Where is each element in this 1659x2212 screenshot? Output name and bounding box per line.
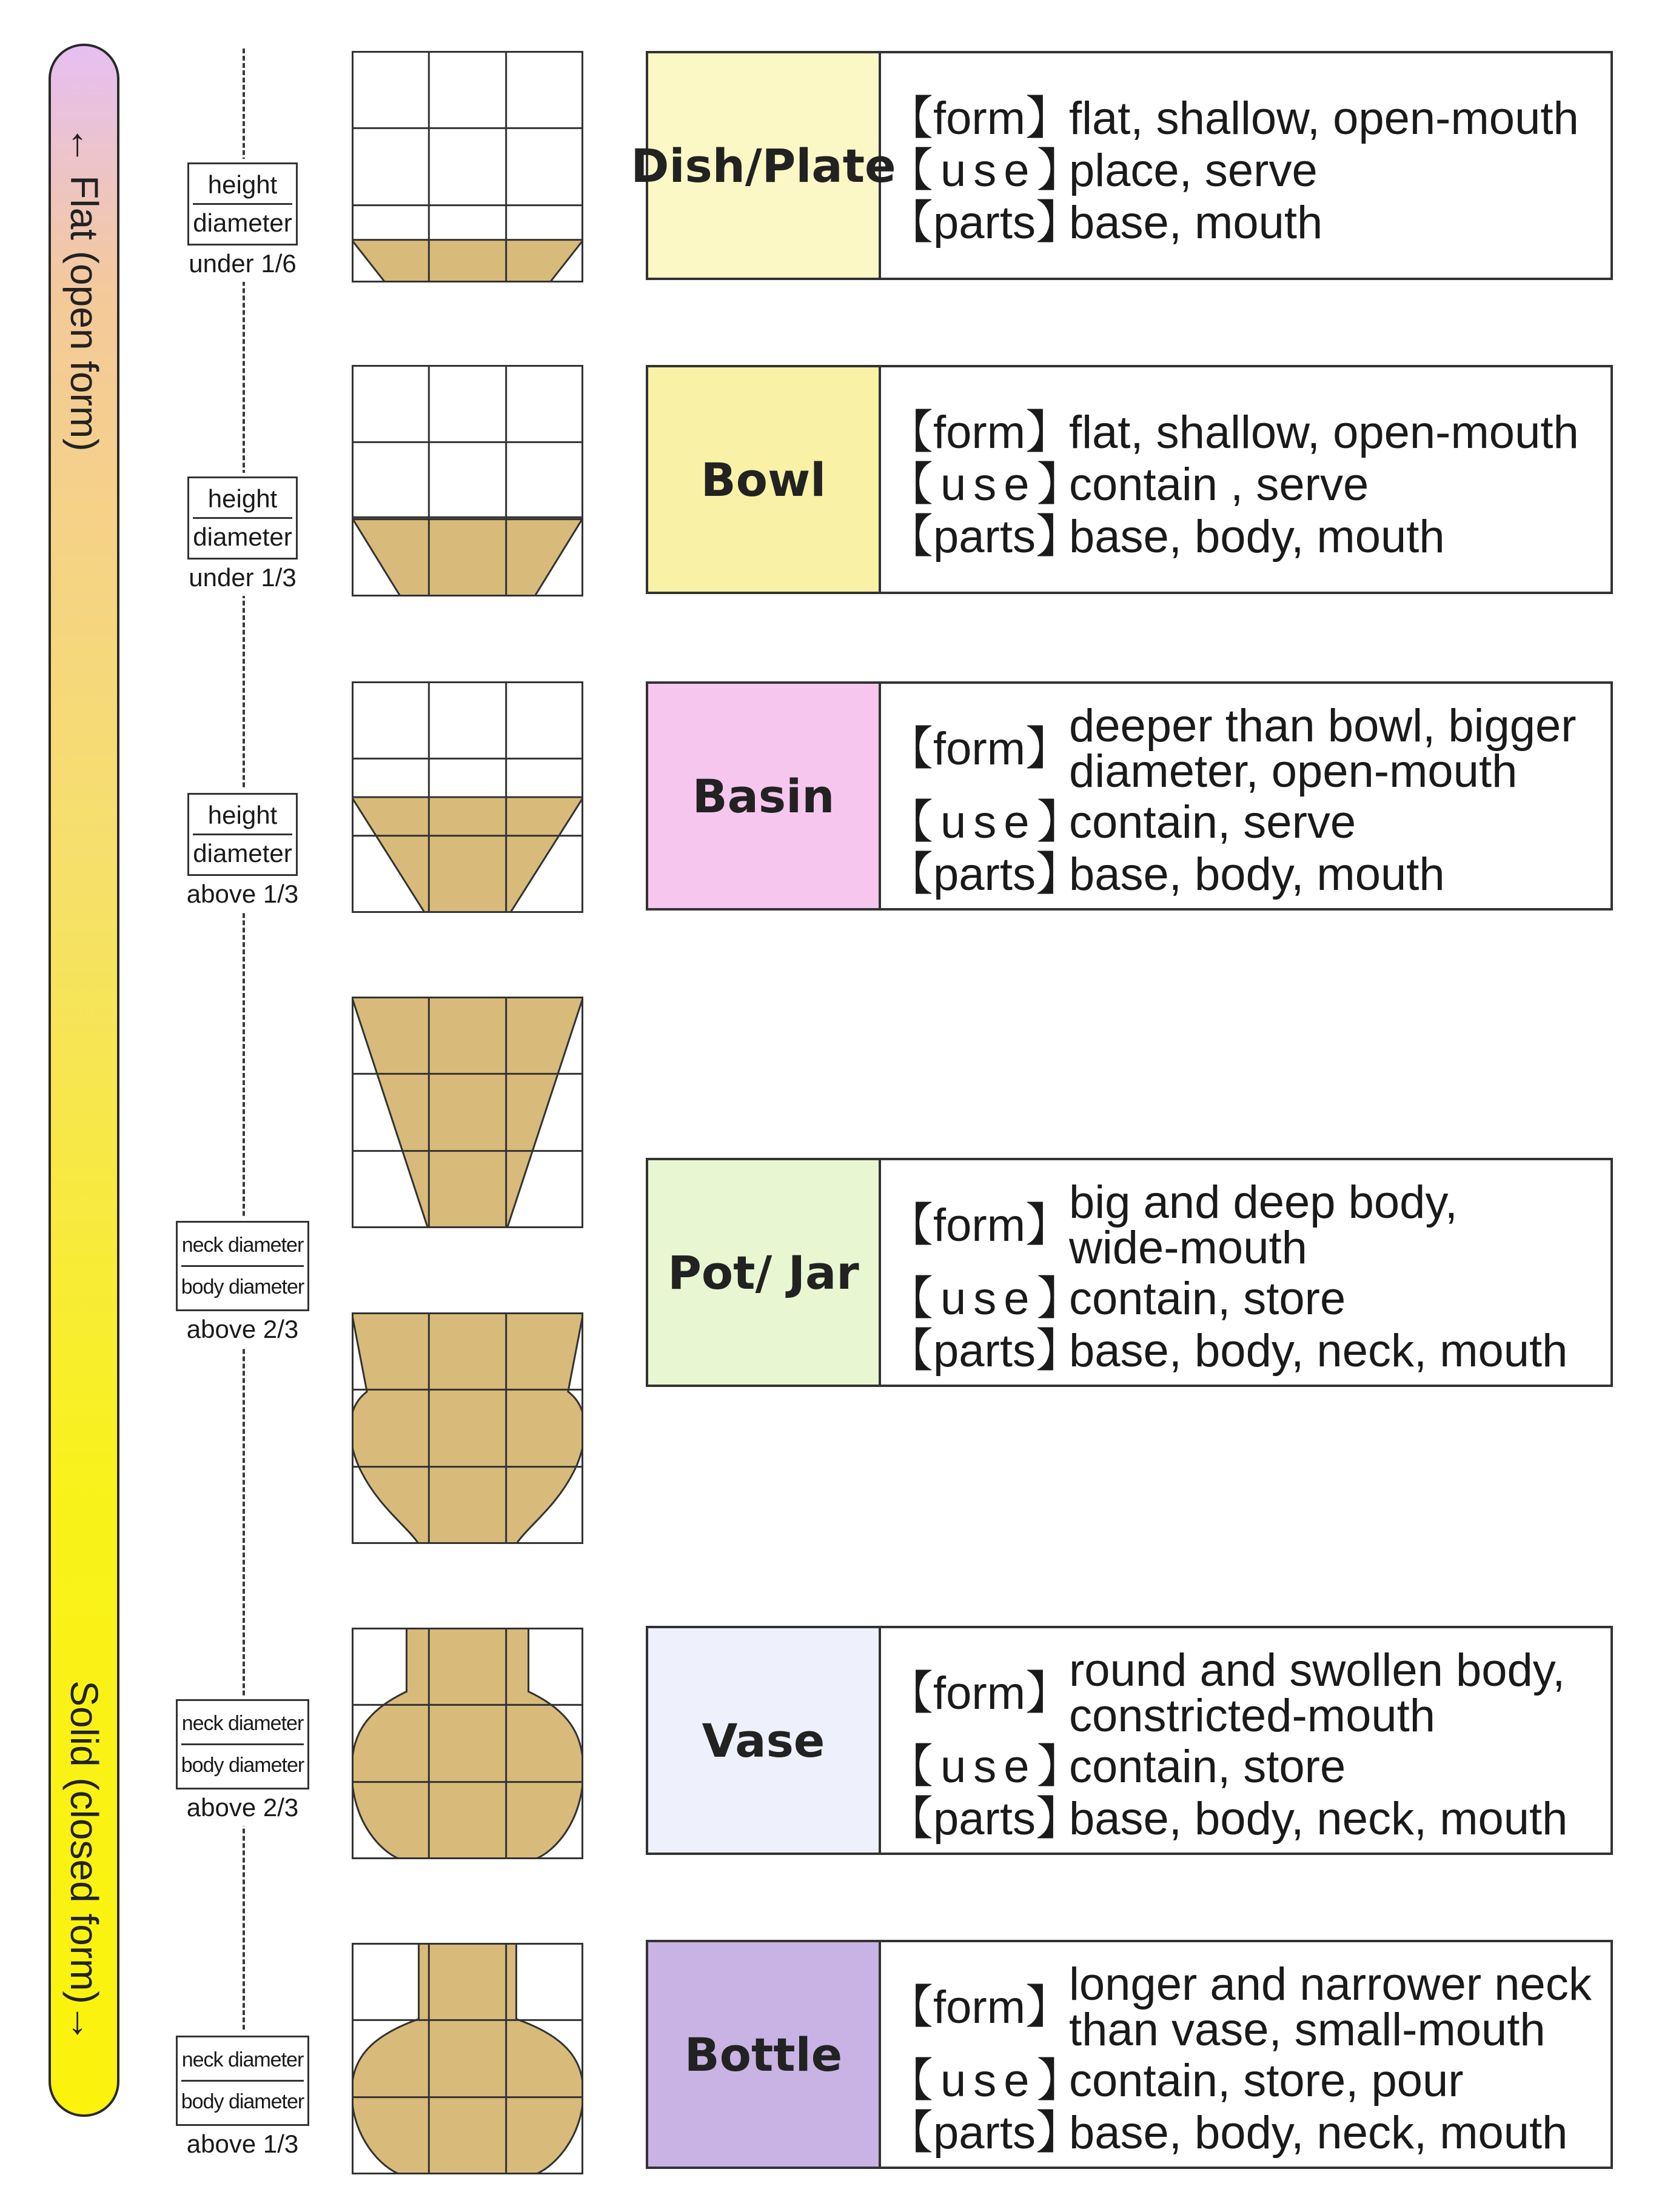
use-key: 【use】 [887,1273,1090,1325]
form-key: 【form】 [887,1981,1071,2033]
parts-key: 【parts】 [887,197,1082,249]
ratio-denominator: diameter [193,523,292,551]
form-value: flat, shallow, open-mouth [1069,92,1579,144]
vessel-card-basin [646,681,1613,911]
parts-value: base, mouth [1069,197,1323,249]
vessel-name: Dish/Plate [648,53,881,278]
vessel-card-pot-jar [646,1158,1613,1387]
ratio-label-bottle [176,2032,309,2162]
form-key: 【form】 [887,1199,1071,1251]
dish-plate-diagram [352,51,583,282]
ratio-fraction [187,162,297,246]
ratio-fraction [187,793,297,876]
pot-jar-lower-diagram [352,1312,583,1544]
ratio-denominator: diameter [193,839,292,867]
use-key: 【use】 [887,2055,1090,2107]
bowl-shape [352,517,583,596]
vessel-card-bowl [646,365,1613,594]
ratio-label-vase [176,1696,309,1826]
vessel-name: Basin [648,684,881,908]
pot-jar-upper-diagram [352,997,583,1228]
bowl-diagram [352,365,583,596]
ratio-denominator: diameter [193,209,292,237]
ratio-numerator: height [207,801,278,829]
vessel-details [881,53,1610,278]
ratio-label-basin [176,789,309,912]
form-key: 【form】 [887,406,1071,458]
form-value: flat, shallow, open-mouth [1069,406,1579,458]
ratio-fraction [176,1221,309,1311]
use-key: 【use】 [887,458,1090,510]
use-value: contain, store, pour [1069,2055,1464,2107]
ratio-numerator: height [207,484,278,513]
parts-key: 【parts】 [887,511,1082,563]
scale-label-flat: ← Flat (open form) [62,125,106,452]
vessel-name: Pot/ Jar [648,1160,881,1385]
use-value: contain, store [1069,1273,1346,1325]
ratio-label-bowl [176,473,309,596]
ratio-comparison: above 2/3 [186,1793,299,1822]
parts-value: base, body, mouth [1069,511,1445,563]
vessel-card-vase [646,1626,1613,1855]
ratio-denominator: body diameter [181,1754,304,1777]
vessel-details [881,1160,1610,1385]
parts-key: 【parts】 [887,2107,1082,2159]
parts-value: base, body, neck, mouth [1069,1325,1568,1377]
form-value: big and deep body, wide-mouth [1069,1177,1458,1274]
vessel-details [881,1942,1610,2167]
form-key: 【form】 [887,92,1071,144]
parts-key: 【parts】 [887,1325,1082,1377]
vessel-details [881,1628,1610,1853]
use-value: contain, serve [1069,797,1356,849]
scale-label-solid: Solid (closed form)→ [62,1680,106,2043]
vessel-name: Bowl [648,367,881,592]
ratio-comparison: above 1/3 [186,2130,299,2158]
vessel-details [881,684,1610,908]
vase-shape [352,1628,583,1859]
ratio-numerator: neck diameter [181,2048,304,2071]
parts-key: 【parts】 [887,1793,1082,1845]
form-key: 【form】 [887,723,1071,775]
ratio-comparison: above 1/3 [186,880,299,908]
use-value: place, serve [1069,144,1318,196]
use-value: contain, store [1069,1741,1346,1793]
form-value: round and swollen body, constricted-mouth [1069,1645,1566,1742]
pot-jar-upper-shape [352,997,583,1228]
ratio-fraction [187,476,297,560]
parts-value: base, body, neck, mouth [1069,1793,1568,1845]
ratio-comparison: under 1/3 [189,563,297,592]
ratio-numerator: height [207,170,278,199]
vessel-card-dish-plate [631,51,1613,280]
ratio-denominator: body diameter [181,1275,304,1298]
ratio-comparison: above 2/3 [186,1315,299,1343]
vessel-name: Bottle [648,1942,881,2167]
ratio-fraction [176,2036,309,2126]
use-key: 【use】 [887,797,1090,849]
vessel-card-bottle [646,1940,1613,2169]
use-value: contain , serve [1069,458,1369,510]
parts-key: 【parts】 [887,849,1082,901]
parts-value: base, body, neck, mouth [1069,2107,1568,2159]
use-key: 【use】 [887,1741,1090,1793]
basin-shape [352,797,583,913]
ratio-numerator: neck diameter [181,1712,304,1735]
ratio-numerator: neck diameter [181,1234,304,1257]
form-key: 【form】 [887,1667,1071,1719]
vessel-name: Vase [648,1628,881,1853]
parts-value: base, body, mouth [1069,849,1445,901]
form-value: longer and narrower neck than vase, small-mouth [1069,1959,1592,2056]
ratio-comparison: under 1/6 [189,249,297,278]
bottle-shape [352,1943,583,2174]
ratio-label-pot-jar [176,1217,309,1348]
form-value: deeper than bowl, bigger diameter, open-mouth [1069,700,1577,797]
bottle-diagram [352,1943,583,2174]
ratio-label-dish [176,159,309,282]
vessel-details [881,367,1610,592]
dish-plate-shape [352,240,583,282]
flat-to-solid-scale-bar [49,44,119,2117]
ratio-denominator: body diameter [181,2090,304,2113]
basin-diagram [352,681,583,913]
use-key: 【use】 [887,144,1090,196]
ratio-fraction [176,1699,309,1789]
vase-diagram [352,1628,583,1859]
